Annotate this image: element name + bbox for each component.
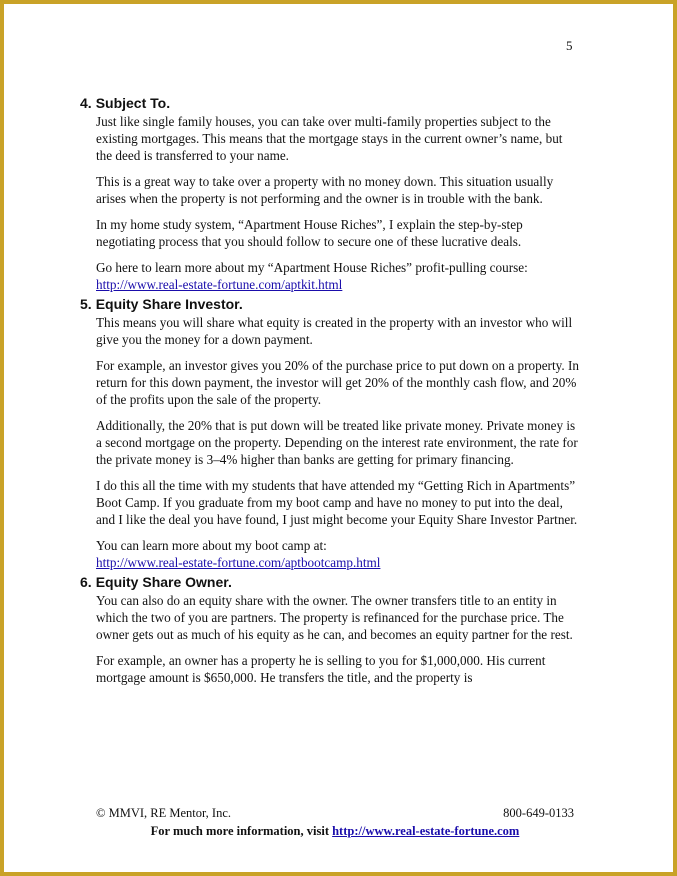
aptbootcamp-link[interactable]: http://www.real-estate-fortune.com/aptbootcamp.html (96, 555, 381, 570)
paragraph: For example, an investor gives you 20% of the purchase price to put down on a property. In return for this down payment, the investor will get 20% of the monthly cash flow, and 20% of the profits upon the sale of the property. (96, 358, 579, 407)
link-intro: Go here to learn more about my “Apartment House Riches” profit-pulling course: (96, 260, 528, 275)
page-number: 5 (566, 38, 573, 53)
footer-info-text: For much more information, visit (150, 824, 333, 838)
paragraph: Just like single family houses, you can take over multi-family properties subject to the existing mortgages. This means that the mortgage stays in the current owner’s name, but the deed is transferred to your name. (96, 114, 563, 163)
footer-copyright: © MMVI, RE Mentor, Inc. (96, 806, 232, 820)
section-equity-share-owner (80, 573, 580, 686)
paragraph: In my home study system, “Apartment House Riches”, I explain the step-by-step negotiating process that you should follow to secure one of these lucrative deals. (96, 217, 523, 249)
document-content (80, 94, 580, 695)
paragraph: Additionally, the 20% that is put down will be treated like private money. Private money is a second mortgage on the property. Depending on the interest rate environment, the rate for the private money is 3–4% higher than banks are getting for primary financing. (96, 418, 578, 467)
paragraph: You can also do an equity share with the owner. The owner transfers title to an entity in which the two of you are partners. The property is refinanced for the purchase price. The owner gets out as much of his equity as he can, and becomes an equity partner for the rest. (96, 593, 573, 642)
paragraph (96, 259, 580, 293)
link-intro: You can learn more about my boot camp at: (96, 538, 327, 553)
section-number: 5. (80, 296, 92, 312)
section-body (96, 314, 580, 571)
section-subject-to (80, 94, 580, 293)
footer-row (96, 806, 574, 821)
section-number: 4. (80, 95, 92, 111)
section-equity-share-investor (80, 295, 580, 571)
section-number: 6. (80, 574, 92, 590)
section-heading (80, 94, 580, 112)
paragraph: For example, an owner has a property he is selling to you for $1,000,000. His current mortgage amount is $650,000. He transfers the title, and the property is (96, 653, 546, 685)
aptkit-link[interactable]: http://www.real-estate-fortune.com/aptkit.html (96, 277, 343, 292)
page-footer (96, 806, 574, 839)
section-title: Subject To. (95, 95, 171, 111)
section-heading (80, 295, 580, 313)
footer-phone: 800-649-0133 (503, 806, 574, 820)
section-body (96, 113, 580, 293)
section-title: Equity Share Investor. (95, 296, 243, 312)
section-body (96, 592, 580, 686)
footer-site-link[interactable]: http://www.real-estate-fortune.com (332, 824, 520, 838)
paragraph: I do this all the time with my students that have attended my “Getting Rich in Apartments” Boot Camp. If you graduate from my boot camp and have no money to put into the deal, and I like the deal you have found, I just might become your Equity Share Investor Partner. (96, 478, 578, 527)
section-title: Equity Share Owner. (95, 574, 232, 590)
footer-info (96, 824, 574, 839)
paragraph: This means you will share what equity is created in the property with an investor who will give you the money for a down payment. (96, 315, 573, 347)
paragraph (96, 537, 580, 571)
section-heading (80, 573, 580, 591)
paragraph: This is a great way to take over a property with no money down. This situation usually arises when the property is not performing and the owner is in trouble with the bank. (96, 174, 554, 206)
